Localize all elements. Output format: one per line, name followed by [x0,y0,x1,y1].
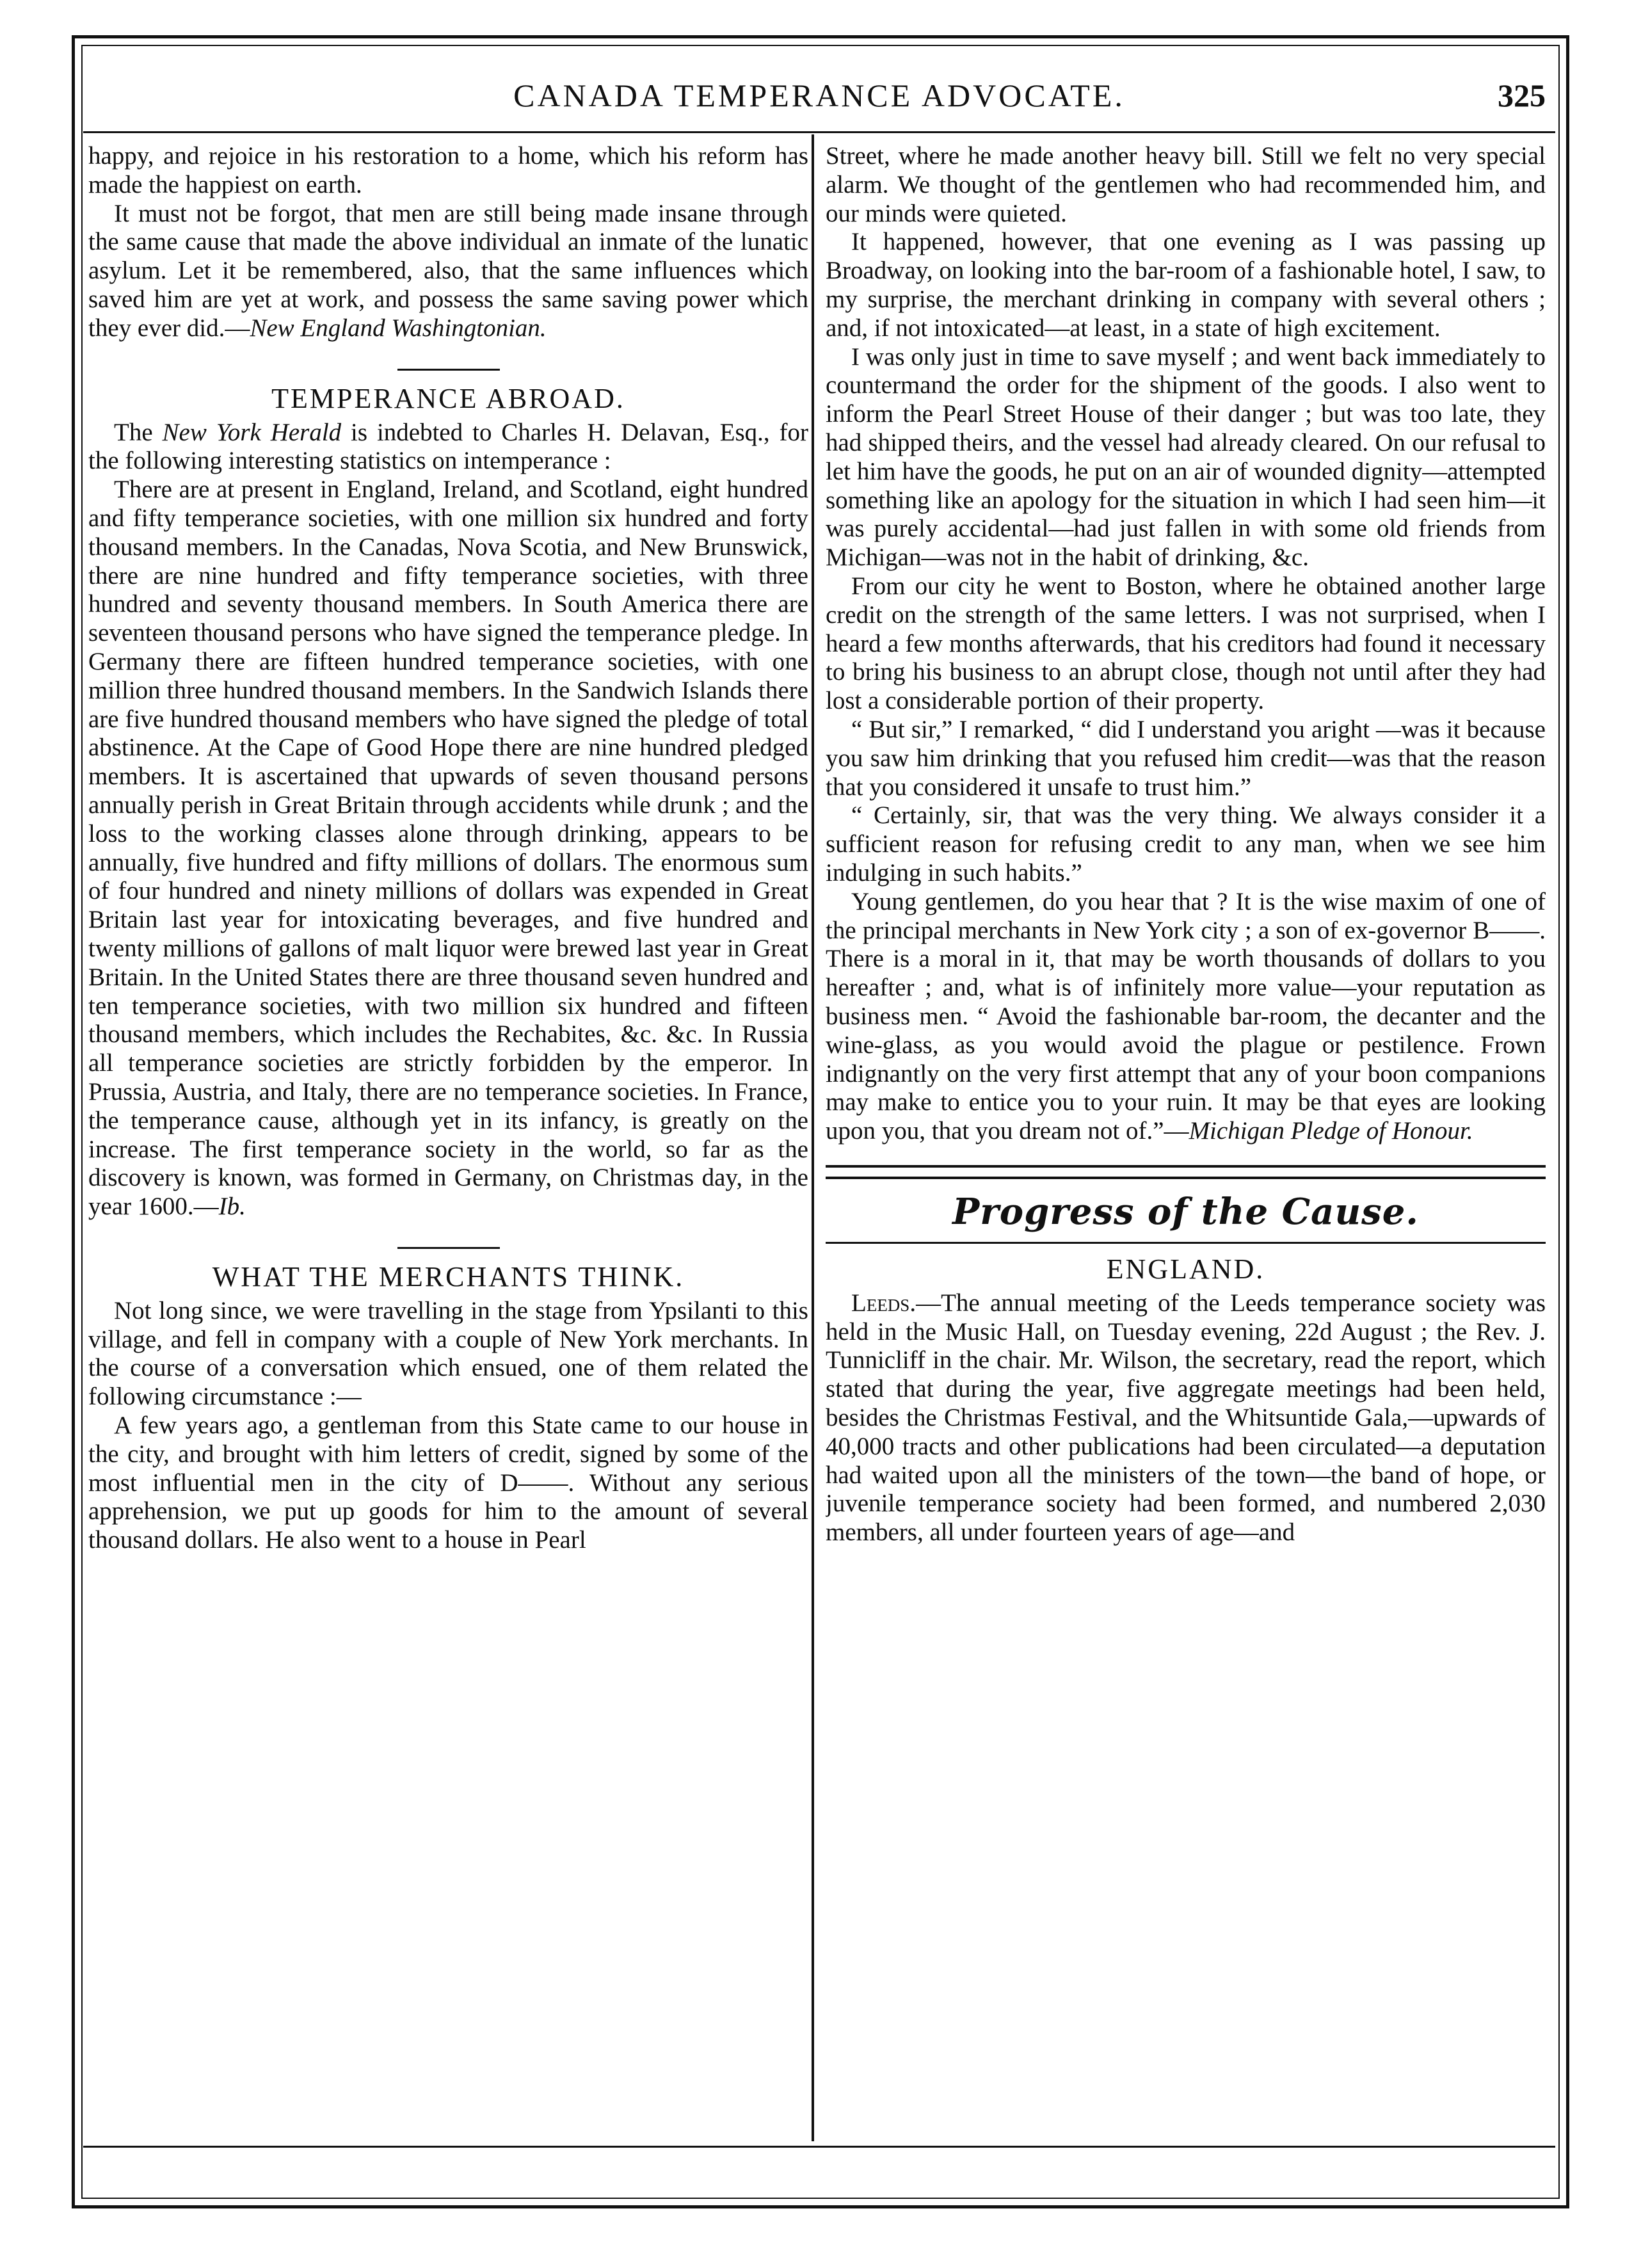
section-title: WHAT THE MERCHANTS THINK. [212,1260,685,1292]
source-citation: Ib. [218,1193,246,1221]
paragraph [88,419,808,476]
paragraph: “ Certainly, sir, that was the very thing. We always consider it a sufficient reason for refusing credit to any man, when we see him indulging in such habits.” [826,801,1546,887]
paragraph-text: —The annual meeting of the Leeds temperance society was held in the Music Hall, on Tuesday evening, 22d August ; the Rev. J. Tunnicliff in the chair. Mr. Wilson, the secretary, read the report, which stated that during the year, five aggregate meetings had been held, besides the Christmas Festival, and the Whitsuntide Gala,—upwards of 40,000 tracts and other publications had been circulated—a deputation had waited upon all the ministers of the town—the band of hope, or juvenile temperance society had been formed, and numbered 2,030 members, all under fourteen years of age—and [826,1289,1546,1547]
paragraph: “ But sir,” I remarked, “ did I understand you aright —was it because you saw him drinking that you refused him credit—was that the reason that you considered it unsafe to trust him.” [826,715,1546,801]
paragraph: A few years ago, a gentleman from this State came to our house in the city, and brought with him letters of credit, signed by some of the most influential men in the city of D——. Without any serious apprehension, we put up goods for him to the amount of several thousand dollars. He also went to a house in Pearl [88,1411,808,1554]
paragraph-text: There are at present in England, Ireland, and Scotland, eight hundred and fifty temperance societies, with one million six hundred and forty thousand members. In the Canadas, Nova Scotia, and New Brunswick, there are nine hundred and fifty temperance societies, with three hundred and seventy thousand members. In South America there are seventeen thousand persons who have signed the temperance pledge. In Germany there are fifteen hundred temperance societies, with one million three hundred thousand members. In the Sandwich Islands there are five hundred thousand members who have signed the pledge of total abstinence. At the Cape of Good Hope there are nine hundred pledged members. It is ascertained that upwards of seven thousand persons annually perish in Great Britain through accidents while drunk ; and the loss to the working classes alone through drinking, appears to be annually, five hundred and fifty millions of dollars. The enormous sum of four hundred and ninety millions of dollars was expended in Great Britain last year for intoxicating beverages, and five hundred and twenty millions of gallons of malt liquor were brewed last year in Great Britain. In the United States there are three thousand seven hundred and ten temperance societies, with two million six hundred and fifteen thousand members, which includes the Rechabites, &c. &c. In Russia all temperance societies are strictly forbidden by the emperor. In Prussia, Austria, and Italy, there are no temperance societies. In France, the temperance cause, although yet in its infancy, is greatly on the increase. The first temperance society in the world, so far as the discovery is known, was formed in Germany, on Christmas day, in the year 1600.— [88,476,808,1221]
footer-rule [83,2146,1555,2148]
page-title: CANADA TEMPERANCE ADVOCATE. [513,77,1125,113]
section-divider [397,1247,500,1249]
left-column [88,142,808,2139]
department-heading: Progress of the Cause. [952,1190,1419,1233]
paragraph [826,1289,1546,1547]
paragraph-text: is indebted to Charles H. Delavan, Esq., for the following interesting statistics on intemperance : [88,418,808,475]
heading-rule [826,1242,1546,1244]
paragraph [826,888,1546,1146]
column-divider [812,134,814,2141]
paragraph: Not long since, we were travelling in the stage from Ypsilanti to this village, and fell in company with a couple of New York merchants. In the course of a conversation which ensued, one of them related the following circumstance :— [88,1296,808,1411]
dateline: Leeds. [851,1289,917,1317]
paragraph [88,476,808,1221]
double-rule [826,1165,1546,1179]
source-citation: New England Washingtonian. [250,314,547,342]
paragraph: happy, and rejoice in his restoration to a home, which his reform has made the happiest on earth. [88,142,808,198]
newspaper-name: New York Herald [162,418,342,446]
paragraph-text: Young gentlemen, do you hear that ? It is the wise maxim of one of the principal merchants in New York city ; a son of ex-governor B——. There is a moral in it, that may be worth thousands of dollars to you hereafter ; and, what is of infinitely more value—your reputation as business men. “ Avoid the fashionable bar-room, the decanter and the wine-glass, as you would avoid the plague or pestilence. Frown indignantly on the very first attempt that any of your boon companions may make to entice you to your ruin. It may be that eyes are looking upon you, that you dream not of.”— [826,887,1546,1145]
source-citation: Michigan Pledge of Honour. [1189,1117,1473,1145]
section-divider [397,369,500,371]
paragraph: Street, where he made another heavy bill. Still we felt no very special alarm. We thought of the gentlemen who had recommended him, and our minds were quieted. [826,142,1546,227]
running-head [83,77,1555,122]
paragraph-text: It must not be forgot, that men are still being made insane through the same cause that made the above individual an inmate of the lunatic asylum. Let it be remembered, also, that the same influences which saved him are yet at work, and possess the same saving power which they ever did.— [88,199,808,342]
section-title: ENGLAND. [1106,1253,1265,1285]
paragraph: It happened, however, that one evening as I was passing up Broadway, on looking into the bar-room of a fashionable hotel, I saw, to my surprise, the merchant drinking in company with several others ; and, if not intoxicated—at least, in a state of high excitement. [826,228,1546,342]
paragraph: I was only just in time to save myself ; and went back immediately to countermand the order for the shipment of the goods. I also went to inform the Pearl Street House of their danger ; but was too late, they had shipped theirs, and the vessel had already cleared. On our refusal to let him have the goods, he put on an air of wounded dignity—attempted something like an apology for the situation in which I had seen him—it was purely accidental—had just fallen in with some old friends from Michigan—was not in the habit of drinking, &c. [826,342,1546,572]
section-title: TEMPERANCE ABROAD. [271,382,625,414]
paragraph [88,200,808,343]
header-rule [83,131,1555,133]
right-column [826,142,1546,2139]
paragraph: From our city he went to Boston, where he obtained another large credit on the strength of the same letters. I was not surprised, when I heard a few months afterwards, that his creditors had found it necessary to bring his business to an abrupt close, though not until after they had lost a considerable portion of their property. [826,572,1546,715]
paragraph-text: The [114,418,163,446]
page-number: 325 [1498,77,1546,113]
